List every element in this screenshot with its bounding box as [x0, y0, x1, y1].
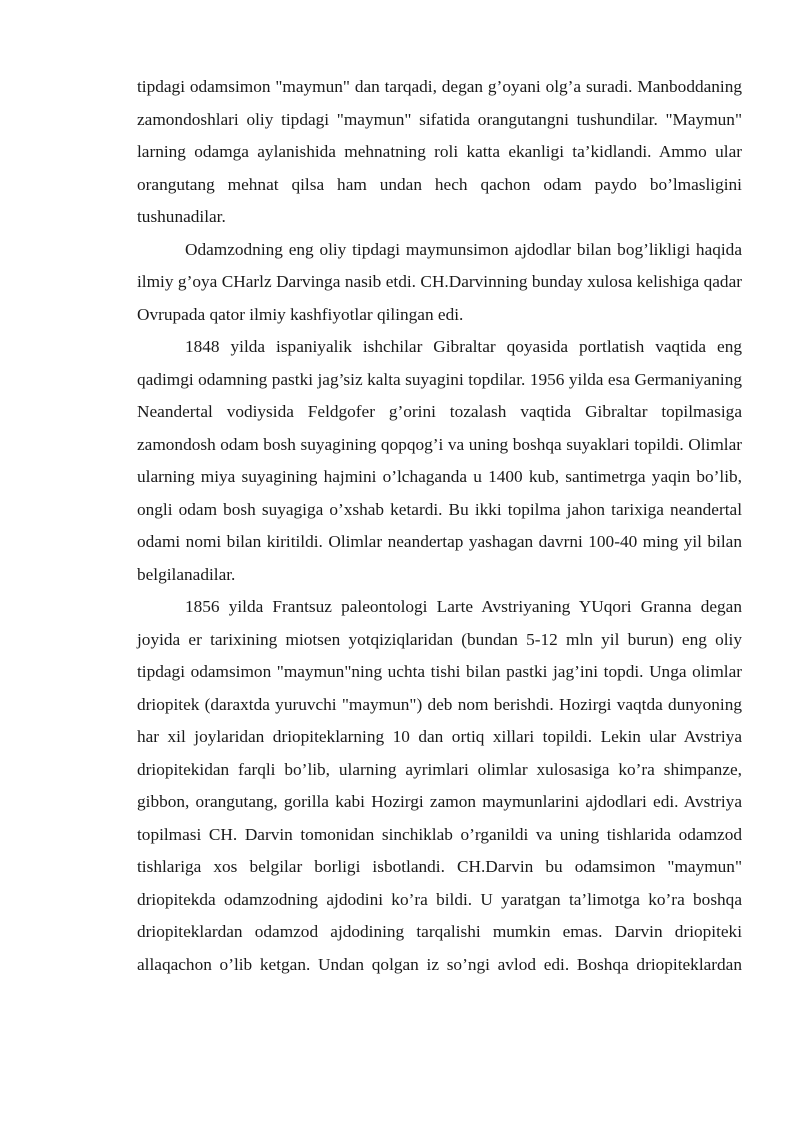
paragraph-1: tipdagi odamsimon "maymun" dan tarqadi, degan g’oyani olg’a suradi. Manboddaning zamondoshlari oliy tipdagi "maymun" sifatida orangutangni tushundilar. "Maymun" larning odamga aylanishida mehnatning roli katta ekanligi ta’kidlandi. Ammo ular orangutang mehnat qilsa ham undan hech qachon odam paydo bo’lmasligini tushunadilar.	[137, 77, 742, 226]
document-page	[137, 71, 742, 981]
paragraph-4: 1856 yilda Frantsuz paleontologi Larte Avstriyaning YUqori Granna degan joyida er tarixining miotsen yotqiziqlaridan (bundan 5-12 mln yil burun) eng oliy tipdagi odamsimon "maymun"ning uchta tishi bilan pastki jag’ini topdi. Unga olimlar driopitek (daraxtda yuruvchi "maymun") deb nom berishdi. Hozirgi vaqtda dunyoning har xil joylaridan driopiteklarning 10 dan ortiq xillari topildi. Lekin ular Avstriya driopitekidan farqli bo’lib, ularning ayrimlari olimlar xulosasiga ko’ra shimpanze, gibbon, orangutang, gorilla kabi Hozirgi zamon maymunlarini ajdodlari edi. Avstriya topilmasi CH. Darvin tomonidan sinchiklab o’rganildi va uning tishlarida odamzod tishlariga xos belgilar borligi isbotlandi. CH.Darvin bu odamsimon "maymun" driopitekda odamzodning ajdodini ko’ra bildi. U yaratgan ta’limotga ko’ra boshqa driopiteklardan odamzod ajdodining tarqalishi mumkin emas. Darvin driopiteki allaqachon o’lib ketgan. Undan qolgan iz so’ngi avlod edi. Boshqa driopiteklardan	[137, 597, 742, 974]
paragraph-2: Odamzodning eng oliy tipdagi maymunsimon ajdodlar bilan bog’likligi haqida ilmiy g’oya CHarlz Darvinga nasib etdi. CH.Darvinning bunday xulosa kelishiga qadar Ovrupada qator ilmiy kashfiyotlar qilingan edi.	[137, 239, 742, 324]
paragraph-3: 1848 yilda ispaniyalik ishchilar Gibraltar qoyasida portlatish vaqtida eng qadimgi odamning pastki jag’siz kalta suyagini topdilar. 1956 yilda esa Germaniyaning Neandertal vodiysida Feldgofer g’orini tozalash vaqtida Gibraltar topilmasiga zamondosh odam bosh suyagining qopqog’i va uning boshqa suyaklari topildi. Olimlar ularning miya suyagining hajmini o’lchaganda u 1400 kub, santimetrga yaqin bo’lib, ongli odam bosh suyagiga o’xshab ketardi. Bu ikki topilma jahon tarixiga neandertal odami nomi bilan kiritildi. Olimlar neandertap yashagan davrni 100-40 ming yil bilan belgilanadilar.	[137, 337, 742, 584]
